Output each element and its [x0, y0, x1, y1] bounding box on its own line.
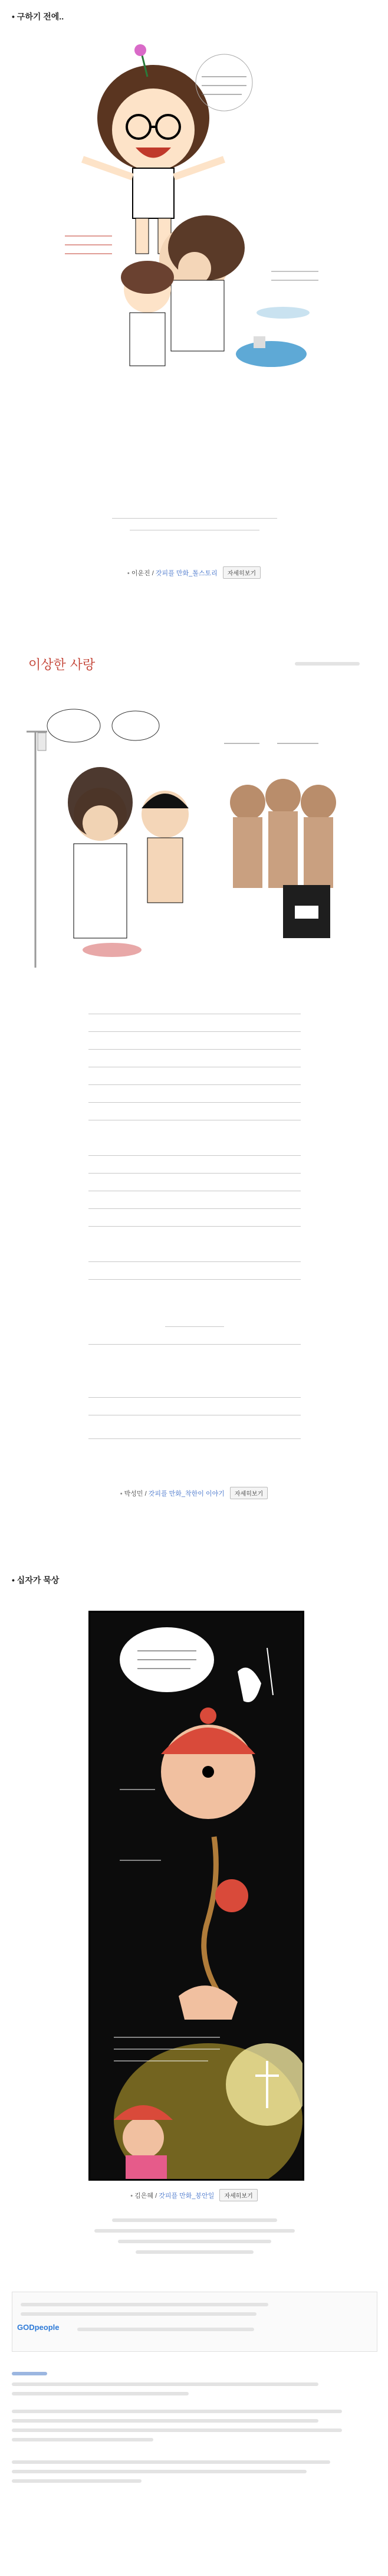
- section-cross-meditation: [0, 1564, 388, 2283]
- story-line: [88, 1204, 301, 1209]
- detail-button[interactable]: 자세히보기: [223, 566, 261, 579]
- comic-credit: • 이운진 / 갓피플 만화_톨스토리 자세히보기: [0, 566, 388, 579]
- section-strange-love: [0, 631, 388, 1564]
- category-link[interactable]: 갓피플 만화_붕안일: [159, 2192, 215, 2200]
- story-line: [88, 1168, 301, 1174]
- comic-illustration-2: [24, 696, 366, 1003]
- section-title: • 구하기 전에..: [12, 12, 64, 21]
- comic-illustration-1: [47, 35, 342, 378]
- caption-line: [118, 2240, 271, 2243]
- comic-credit: • 박성민 / 갓피플 만화_착한이 이야기 자세히보기: [0, 1487, 388, 1499]
- footer: [0, 2283, 388, 2576]
- story-line: [88, 1434, 301, 1439]
- category-link[interactable]: 갓피플 만화_톨스토리: [155, 570, 218, 577]
- story-line: [88, 1062, 301, 1067]
- godpeople-logo[interactable]: GODpeople: [17, 2323, 60, 2332]
- story-line: [88, 1186, 301, 1191]
- copyright-notice: [12, 2292, 377, 2352]
- story-line: [88, 1339, 301, 1345]
- section-title: • 십자가 묵상: [12, 1575, 60, 1585]
- footer-text: [12, 2419, 318, 2423]
- category-link[interactable]: 갓피플 만화_착한이 이야기: [148, 1490, 225, 1497]
- story-line: [88, 1392, 301, 1398]
- comic-title: 이상한 사랑: [28, 658, 96, 673]
- header-note: [295, 662, 360, 666]
- story-line: [88, 1151, 301, 1156]
- author-name: 박성민: [124, 1490, 143, 1497]
- footer-text: [12, 2382, 318, 2386]
- caption-line: [130, 525, 259, 530]
- story-line: [88, 1044, 301, 1050]
- footer-text: [12, 2428, 342, 2432]
- story-line: [88, 1410, 301, 1415]
- story-line: [88, 1027, 301, 1032]
- caption-line: [94, 2229, 295, 2233]
- story-line: [88, 1221, 301, 1227]
- caption-line: [112, 513, 277, 519]
- section-before-saving: [0, 0, 388, 631]
- story-line: [88, 1080, 301, 1085]
- story-line: [88, 1274, 301, 1280]
- story-line: [88, 1115, 301, 1120]
- notice-line: [21, 2312, 257, 2316]
- detail-button[interactable]: 자세히보기: [230, 1487, 268, 1499]
- footer-heading: [12, 2372, 47, 2375]
- caption-line: [136, 2250, 254, 2254]
- story-line: [88, 1097, 301, 1103]
- comic-credit: • 김은혜 / 갓피플 만화_붕안일 자세히보기: [0, 2189, 388, 2201]
- story-line: [88, 1257, 301, 1262]
- author-name: 이운진: [131, 570, 150, 577]
- footer-text: [12, 2438, 153, 2441]
- caption-line: [112, 2218, 277, 2222]
- story-line: [165, 1322, 224, 1327]
- footer-text: [12, 2410, 342, 2413]
- footer-text: [12, 2479, 142, 2483]
- footer-text: [12, 2470, 307, 2473]
- footer-text: [12, 2392, 189, 2395]
- comic-panel-dark: [88, 1611, 304, 2181]
- detail-button[interactable]: 자세히보기: [219, 2189, 257, 2201]
- author-name: 김은혜: [134, 2192, 154, 2200]
- story-line: [88, 1009, 301, 1014]
- notice-line: [21, 2303, 268, 2306]
- notice-line: [77, 2328, 254, 2331]
- comic-illustration-3: [90, 1613, 302, 2179]
- footer-text: [12, 2460, 330, 2464]
